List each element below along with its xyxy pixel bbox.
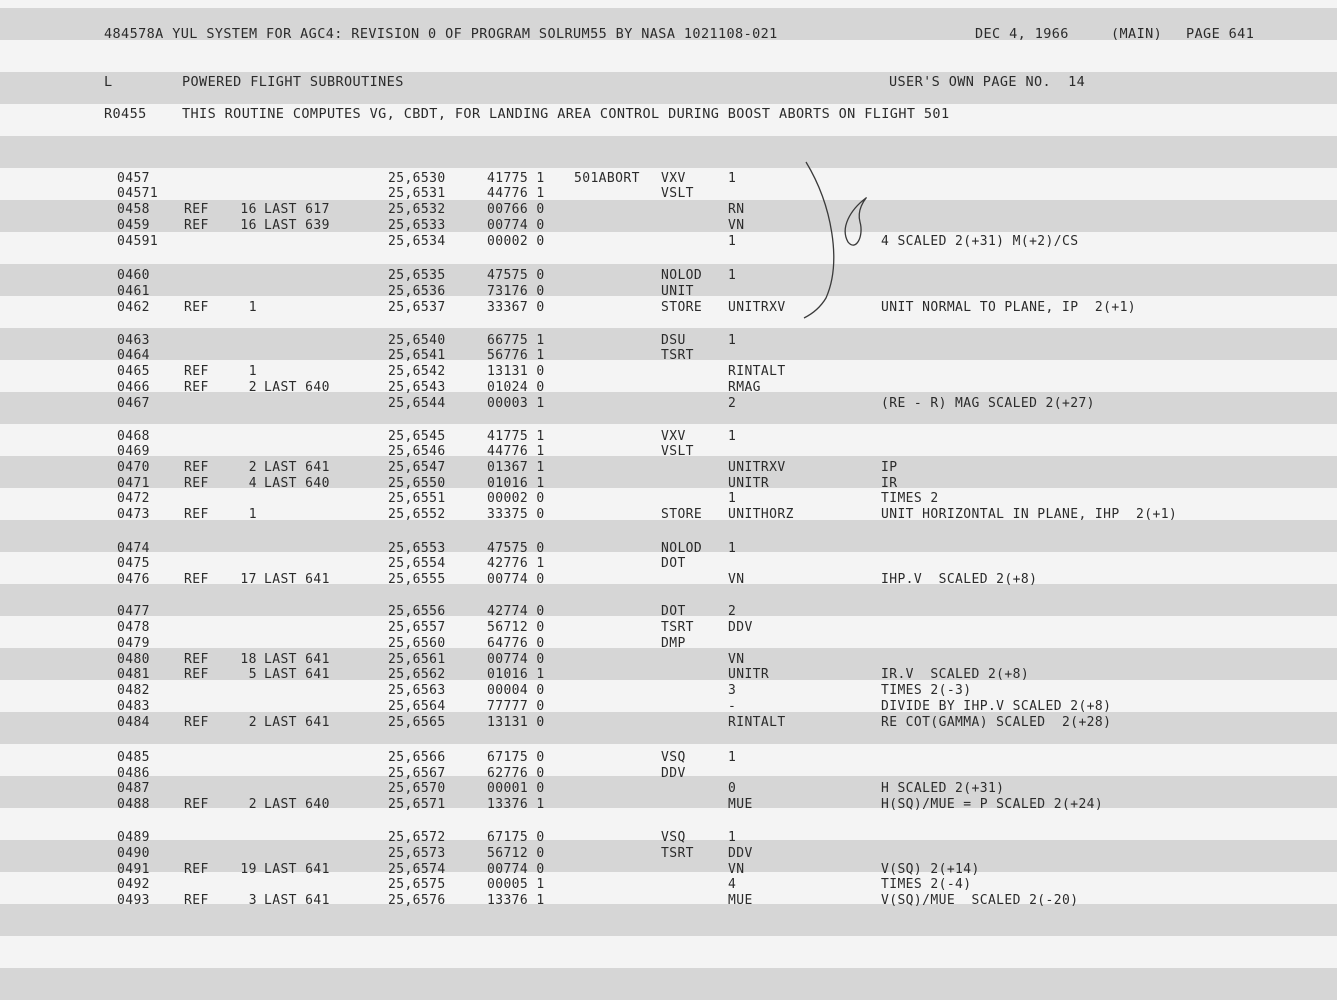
octal-word: 67175 0 — [487, 750, 545, 765]
ref-count: 16 — [240, 218, 257, 233]
line-number: 0492 — [117, 877, 150, 892]
section-title: POWERED FLIGHT SUBROUTINES — [182, 74, 404, 90]
operand: VN — [728, 652, 745, 667]
remark: H SCALED 2(+31) — [881, 781, 1005, 796]
memory-address: 25,6541 — [388, 348, 446, 363]
ref-marker: REF — [184, 862, 209, 877]
opcode: VSQ — [661, 830, 686, 845]
remark: 4 SCALED 2(+31) M(+2)/CS — [881, 234, 1079, 249]
line-number: 0476 — [117, 572, 150, 587]
ref-last-page: LAST 640 — [264, 380, 330, 395]
ref-marker: REF — [184, 667, 209, 682]
octal-word: 42776 1 — [487, 556, 545, 571]
memory-address: 25,6530 — [388, 171, 446, 186]
remark: IP — [881, 460, 898, 475]
operand: 1 — [728, 750, 737, 765]
memory-address: 25,6553 — [388, 541, 446, 556]
octal-word: 00774 0 — [487, 652, 545, 667]
ref-count: 18 — [240, 652, 257, 667]
job-title: 484578A YUL SYSTEM FOR AGC4: REVISION 0 OF PROGRAM SOLRUM55 BY NASA 1021108-021 — [104, 26, 778, 42]
page-number: PAGE 641 — [1186, 26, 1255, 42]
memory-address: 25,6556 — [388, 604, 446, 619]
ref-count: 2 — [248, 797, 257, 812]
memory-address: 25,6573 — [388, 846, 446, 861]
opcode: DOT — [661, 604, 686, 619]
octal-word: 73176 0 — [487, 284, 545, 299]
ref-marker: REF — [184, 507, 209, 522]
remark: IR.V SCALED 2(+8) — [881, 667, 1030, 682]
line-number: 0486 — [117, 766, 150, 781]
octal-word: 00774 0 — [487, 218, 545, 233]
opcode: VSLT — [661, 186, 694, 201]
opcode: TSRT — [661, 620, 694, 635]
opcode: UNIT — [661, 284, 694, 299]
octal-word: 64776 0 — [487, 636, 545, 651]
opcode: VXV — [661, 429, 686, 444]
greenbar-stripe — [0, 392, 1337, 424]
ref-count: 5 — [248, 667, 257, 682]
greenbar-stripe — [0, 968, 1337, 1000]
line-number: 0464 — [117, 348, 150, 363]
opcode: STORE — [661, 300, 703, 315]
operand: 1 — [728, 491, 737, 506]
remark: UNIT NORMAL TO PLANE, IP 2(+1) — [881, 300, 1137, 315]
octal-word: 00005 1 — [487, 877, 545, 892]
operand: 1 — [728, 171, 737, 186]
ref-count: 1 — [248, 364, 257, 379]
opcode: VSLT — [661, 444, 694, 459]
operand: 2 — [728, 396, 737, 411]
operand: MUE — [728, 893, 753, 908]
line-number: 0479 — [117, 636, 150, 651]
octal-word: 56776 1 — [487, 348, 545, 363]
operand: 4 — [728, 877, 737, 892]
operand: DDV — [728, 620, 753, 635]
remark: UNIT HORIZONTAL IN PLANE, IHP 2(+1) — [881, 507, 1178, 522]
line-number: 0469 — [117, 444, 150, 459]
line-number: 0460 — [117, 268, 150, 283]
line-number: 0481 — [117, 667, 150, 682]
ref-count: 1 — [248, 507, 257, 522]
opcode: DOT — [661, 556, 686, 571]
ref-count: 1 — [248, 300, 257, 315]
operand: 3 — [728, 683, 737, 698]
memory-address: 25,6540 — [388, 333, 446, 348]
ref-last-page: LAST 641 — [264, 862, 330, 877]
memory-address: 25,6576 — [388, 893, 446, 908]
octal-word: 44776 1 — [487, 444, 545, 459]
operand: RINTALT — [728, 364, 786, 379]
memory-address: 25,6570 — [388, 781, 446, 796]
octal-word: 77777 0 — [487, 699, 545, 714]
octal-word: 47575 0 — [487, 541, 545, 556]
octal-word: 00003 1 — [487, 396, 545, 411]
operand: 1 — [728, 234, 737, 249]
opcode: TSRT — [661, 348, 694, 363]
opcode: VSQ — [661, 750, 686, 765]
line-number: 0467 — [117, 396, 150, 411]
ref-marker: REF — [184, 364, 209, 379]
remark: (RE - R) MAG SCALED 2(+27) — [881, 396, 1095, 411]
memory-address: 25,6572 — [388, 830, 446, 845]
octal-word: 56712 0 — [487, 846, 545, 861]
line-number: 0489 — [117, 830, 150, 845]
line-number: 0474 — [117, 541, 150, 556]
opcode: NOLOD — [661, 541, 703, 556]
remark: V(SQ) 2(+14) — [881, 862, 980, 877]
listing-date: DEC 4, 1966 — [975, 26, 1069, 42]
operand: RMAG — [728, 380, 761, 395]
remark: IHP.V SCALED 2(+8) — [881, 572, 1038, 587]
memory-address: 25,6551 — [388, 491, 446, 506]
ref-last-page: LAST 641 — [264, 893, 330, 908]
remark: IR — [881, 476, 898, 491]
octal-word: 01024 0 — [487, 380, 545, 395]
octal-word: 01016 1 — [487, 476, 545, 491]
memory-address: 25,6531 — [388, 186, 446, 201]
ref-last-page: LAST 641 — [264, 715, 330, 730]
memory-address: 25,6563 — [388, 683, 446, 698]
memory-address: 25,6567 — [388, 766, 446, 781]
line-number: 0462 — [117, 300, 150, 315]
opcode: STORE — [661, 507, 703, 522]
memory-address: 25,6543 — [388, 380, 446, 395]
line-number: 0477 — [117, 604, 150, 619]
octal-word: 01367 1 — [487, 460, 545, 475]
octal-word: 00002 0 — [487, 234, 545, 249]
operand: UNITHORZ — [728, 507, 794, 522]
ref-count: 4 — [248, 476, 257, 491]
user-page-number: USER'S OWN PAGE NO. 14 — [889, 74, 1086, 90]
operand: 1 — [728, 429, 737, 444]
operand: VN — [728, 862, 745, 877]
ref-marker: REF — [184, 893, 209, 908]
operand: MUE — [728, 797, 753, 812]
octal-word: 44776 1 — [487, 186, 545, 201]
operand: VN — [728, 572, 745, 587]
octal-word: 41775 1 — [487, 171, 545, 186]
memory-address: 25,6552 — [388, 507, 446, 522]
remark: TIMES 2(-3) — [881, 683, 972, 698]
line-number: 0487 — [117, 781, 150, 796]
memory-address: 25,6537 — [388, 300, 446, 315]
memory-address: 25,6534 — [388, 234, 446, 249]
line-number: 0468 — [117, 429, 150, 444]
octal-word: 00774 0 — [487, 862, 545, 877]
line-number: 0471 — [117, 476, 150, 491]
ref-count: 2 — [248, 715, 257, 730]
octal-word: 00002 0 — [487, 491, 545, 506]
octal-word: 00766 0 — [487, 202, 545, 217]
memory-address: 25,6545 — [388, 429, 446, 444]
line-number: 0491 — [117, 862, 150, 877]
octal-word: 00004 0 — [487, 683, 545, 698]
remark: TIMES 2 — [881, 491, 939, 506]
ref-marker: REF — [184, 715, 209, 730]
greenbar-stripe — [0, 136, 1337, 168]
routine-card: R0455 — [104, 106, 147, 122]
line-number: 0463 — [117, 333, 150, 348]
memory-address: 25,6532 — [388, 202, 446, 217]
opcode: TSRT — [661, 846, 694, 861]
line-number: 0493 — [117, 893, 150, 908]
line-number: 0465 — [117, 364, 150, 379]
line-number: 0478 — [117, 620, 150, 635]
memory-address: 25,6560 — [388, 636, 446, 651]
memory-address: 25,6565 — [388, 715, 446, 730]
opcode: VXV — [661, 171, 686, 186]
memory-address: 25,6542 — [388, 364, 446, 379]
line-number: 04571 — [117, 186, 159, 201]
memory-address: 25,6533 — [388, 218, 446, 233]
octal-word: 67175 0 — [487, 830, 545, 845]
line-number: 0470 — [117, 460, 150, 475]
memory-address: 25,6571 — [388, 797, 446, 812]
ref-count: 16 — [240, 202, 257, 217]
octal-word: 41775 1 — [487, 429, 545, 444]
octal-word: 33375 0 — [487, 507, 545, 522]
line-number: 0475 — [117, 556, 150, 571]
line-number: 0458 — [117, 202, 150, 217]
memory-address: 25,6566 — [388, 750, 446, 765]
remark: RE COT(GAMMA) SCALED 2(+28) — [881, 715, 1112, 730]
ref-marker: REF — [184, 218, 209, 233]
octal-word: 56712 0 — [487, 620, 545, 635]
line-number: 0482 — [117, 683, 150, 698]
memory-address: 25,6535 — [388, 268, 446, 283]
ref-last-page: LAST 639 — [264, 218, 330, 233]
ref-marker: REF — [184, 476, 209, 491]
line-number: 0490 — [117, 846, 150, 861]
ref-last-page: LAST 641 — [264, 572, 330, 587]
ref-last-page: LAST 641 — [264, 667, 330, 682]
octal-word: 42774 0 — [487, 604, 545, 619]
operand: DDV — [728, 846, 753, 861]
symbol-label: 501ABORT — [574, 171, 640, 186]
octal-word: 13376 1 — [487, 797, 545, 812]
memory-address: 25,6550 — [388, 476, 446, 491]
line-number: 0466 — [117, 380, 150, 395]
operand: 1 — [728, 268, 737, 283]
line-number: 0483 — [117, 699, 150, 714]
octal-word: 13131 0 — [487, 715, 545, 730]
line-number: 0472 — [117, 491, 150, 506]
memory-address: 25,6575 — [388, 877, 446, 892]
octal-word: 47575 0 — [487, 268, 545, 283]
ref-marker: REF — [184, 460, 209, 475]
ref-marker: REF — [184, 202, 209, 217]
routine-description: THIS ROUTINE COMPUTES VG, CBDT, FOR LANDING AREA CONTROL DURING BOOST ABORTS ON FLIGHT 501 — [182, 106, 950, 122]
ref-last-page: LAST 641 — [264, 652, 330, 667]
ref-count: 2 — [248, 460, 257, 475]
line-number: 0485 — [117, 750, 150, 765]
opcode: NOLOD — [661, 268, 703, 283]
memory-address: 25,6574 — [388, 862, 446, 877]
section-tag: (MAIN) — [1111, 26, 1163, 42]
ref-count: 3 — [248, 893, 257, 908]
memory-address: 25,6544 — [388, 396, 446, 411]
octal-word: 13131 0 — [487, 364, 545, 379]
operand: RINTALT — [728, 715, 786, 730]
octal-word: 00001 0 — [487, 781, 545, 796]
ref-count: 17 — [240, 572, 257, 587]
memory-address: 25,6562 — [388, 667, 446, 682]
ref-count: 19 — [240, 862, 257, 877]
remark: V(SQ)/MUE SCALED 2(-20) — [881, 893, 1079, 908]
opcode: DDV — [661, 766, 686, 781]
line-number: 0459 — [117, 218, 150, 233]
octal-word: 01016 1 — [487, 667, 545, 682]
line-number: 0484 — [117, 715, 150, 730]
ref-marker: REF — [184, 652, 209, 667]
octal-word: 33367 0 — [487, 300, 545, 315]
ref-last-page: LAST 617 — [264, 202, 330, 217]
operand: 1 — [728, 830, 737, 845]
ref-marker: REF — [184, 380, 209, 395]
operand: 2 — [728, 604, 737, 619]
operand: UNITR — [728, 667, 770, 682]
ref-count: 2 — [248, 380, 257, 395]
octal-word: 00774 0 — [487, 572, 545, 587]
line-number: 0461 — [117, 284, 150, 299]
ref-marker: REF — [184, 300, 209, 315]
line-number: 0457 — [117, 171, 150, 186]
remark: H(SQ)/MUE = P SCALED 2(+24) — [881, 797, 1104, 812]
line-number: 0473 — [117, 507, 150, 522]
opcode: DMP — [661, 636, 686, 651]
line-number: 04591 — [117, 234, 159, 249]
operand: UNITR — [728, 476, 770, 491]
opcode: DSU — [661, 333, 686, 348]
operand: UNITRXV — [728, 460, 786, 475]
memory-address: 25,6546 — [388, 444, 446, 459]
ref-last-page: LAST 640 — [264, 797, 330, 812]
operand: 1 — [728, 541, 737, 556]
octal-word: 66775 1 — [487, 333, 545, 348]
memory-address: 25,6536 — [388, 284, 446, 299]
operand: 1 — [728, 333, 737, 348]
memory-address: 25,6554 — [388, 556, 446, 571]
octal-word: 62776 0 — [487, 766, 545, 781]
memory-address: 25,6561 — [388, 652, 446, 667]
memory-address: 25,6555 — [388, 572, 446, 587]
memory-address: 25,6547 — [388, 460, 446, 475]
remark: DIVIDE BY IHP.V SCALED 2(+8) — [881, 699, 1112, 714]
ref-last-page: LAST 640 — [264, 476, 330, 491]
remark: TIMES 2(-4) — [881, 877, 972, 892]
operand: - — [728, 699, 737, 714]
ref-last-page: LAST 641 — [264, 460, 330, 475]
operand: RN — [728, 202, 745, 217]
operand: VN — [728, 218, 745, 233]
operand: 0 — [728, 781, 737, 796]
octal-word: 13376 1 — [487, 893, 545, 908]
memory-address: 25,6557 — [388, 620, 446, 635]
memory-address: 25,6564 — [388, 699, 446, 714]
operand: UNITRXV — [728, 300, 786, 315]
line-number: 0488 — [117, 797, 150, 812]
ref-marker: REF — [184, 797, 209, 812]
ref-marker: REF — [184, 572, 209, 587]
line-number: 0480 — [117, 652, 150, 667]
log-flag: L — [104, 74, 113, 90]
